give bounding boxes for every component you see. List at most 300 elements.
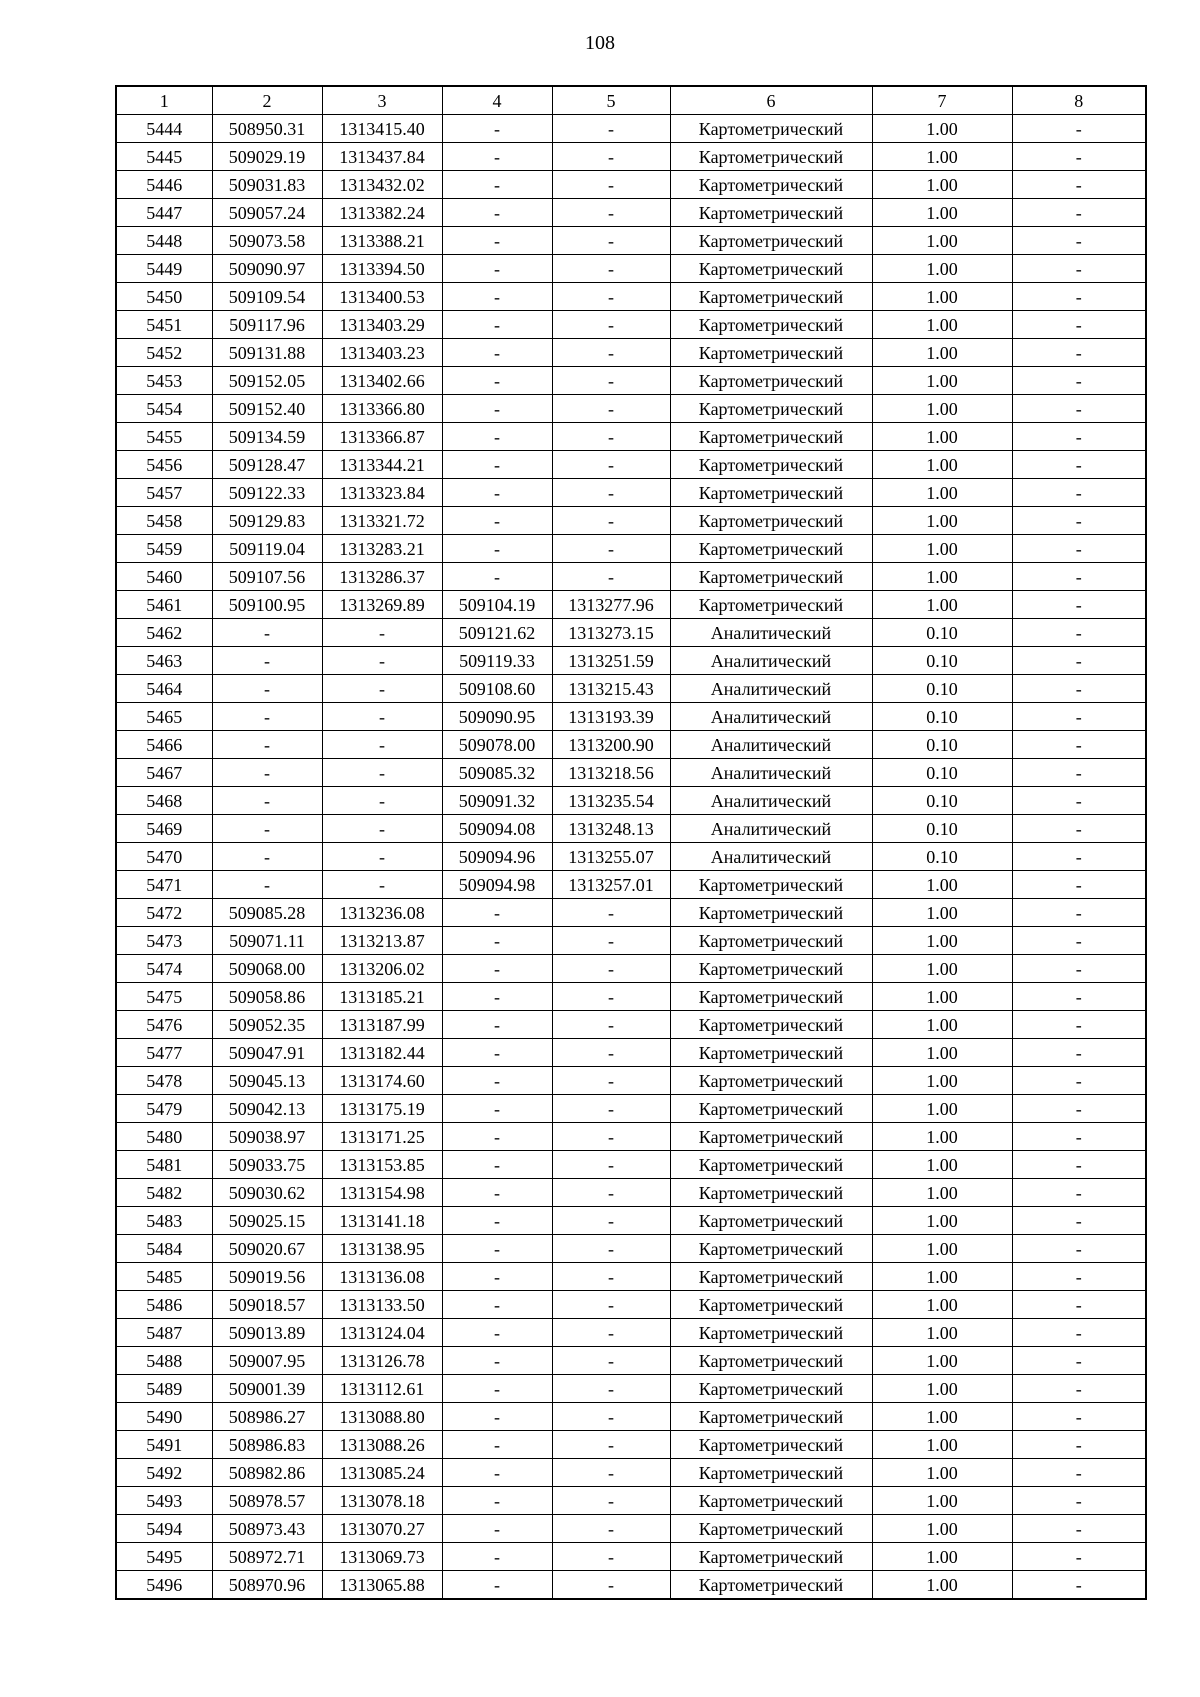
table-cell-col-4: - [442, 1151, 552, 1179]
table-cell-col-1: 5456 [116, 451, 212, 479]
table-cell-col-6: Аналитический [670, 731, 872, 759]
table-row [116, 423, 1146, 451]
table-cell-col-6: Аналитический [670, 703, 872, 731]
table-row [116, 619, 1146, 647]
table-cell-col-6: Аналитический [670, 815, 872, 843]
table-cell-col-4: - [442, 1403, 552, 1431]
table-cell-col-8: - [1012, 451, 1146, 479]
table-cell-col-8: - [1012, 1123, 1146, 1151]
table-cell-col-2: 509001.39 [212, 1375, 322, 1403]
table-cell-col-2: 509117.96 [212, 311, 322, 339]
table-cell-col-7: 1.00 [872, 563, 1012, 591]
table-row [116, 227, 1146, 255]
table-cell-col-2: - [212, 647, 322, 675]
table-cell-col-4: - [442, 451, 552, 479]
table-cell-col-5: - [552, 955, 670, 983]
table-cell-col-7: 1.00 [872, 983, 1012, 1011]
table-cell-col-3: 1313154.98 [322, 1179, 442, 1207]
table-cell-col-4: - [442, 143, 552, 171]
table-cell-col-2: 508973.43 [212, 1515, 322, 1543]
table-cell-col-5: - [552, 1375, 670, 1403]
column-header-3: 3 [322, 86, 442, 115]
table-cell-col-1: 5488 [116, 1347, 212, 1375]
table-cell-col-1: 5448 [116, 227, 212, 255]
table-cell-col-1: 5472 [116, 899, 212, 927]
table-cell-col-4: - [442, 1459, 552, 1487]
table-cell-col-6: Картометрический [670, 1151, 872, 1179]
table-cell-col-5: - [552, 143, 670, 171]
table-cell-col-3: 1313206.02 [322, 955, 442, 983]
table-cell-col-4: - [442, 1179, 552, 1207]
table-cell-col-3: 1313437.84 [322, 143, 442, 171]
table-cell-col-2: 509013.89 [212, 1319, 322, 1347]
table-cell-col-5: - [552, 367, 670, 395]
table-row [116, 591, 1146, 619]
table-cell-col-2: 509030.62 [212, 1179, 322, 1207]
table-cell-col-5: - [552, 535, 670, 563]
table-cell-col-3: 1313138.95 [322, 1235, 442, 1263]
table-row [116, 1123, 1146, 1151]
table-cell-col-6: Картометрический [670, 871, 872, 899]
table-cell-col-8: - [1012, 255, 1146, 283]
table-cell-col-1: 5446 [116, 171, 212, 199]
table-row [116, 171, 1146, 199]
table-cell-col-4: - [442, 1207, 552, 1235]
table-cell-col-3: 1313185.21 [322, 983, 442, 1011]
table-cell-col-8: - [1012, 199, 1146, 227]
table-cell-col-7: 1.00 [872, 507, 1012, 535]
table-cell-col-1: 5476 [116, 1011, 212, 1039]
table-cell-col-6: Картометрический [670, 1487, 872, 1515]
table-cell-col-5: - [552, 115, 670, 143]
column-header-6: 6 [670, 86, 872, 115]
table-cell-col-4: - [442, 283, 552, 311]
table-cell-col-8: - [1012, 787, 1146, 815]
table-cell-col-7: 1.00 [872, 591, 1012, 619]
table-cell-col-3: 1313175.19 [322, 1095, 442, 1123]
table-cell-col-4: - [442, 1487, 552, 1515]
table-cell-col-6: Картометрический [670, 983, 872, 1011]
table-cell-col-3: 1313400.53 [322, 283, 442, 311]
table-cell-col-6: Картометрический [670, 1515, 872, 1543]
table-cell-col-2: 509134.59 [212, 423, 322, 451]
table-cell-col-1: 5466 [116, 731, 212, 759]
table-cell-col-3: 1313085.24 [322, 1459, 442, 1487]
table-cell-col-8: - [1012, 871, 1146, 899]
table-cell-col-7: 1.00 [872, 171, 1012, 199]
table-cell-col-2: - [212, 759, 322, 787]
table-cell-col-4: - [442, 423, 552, 451]
table-row [116, 283, 1146, 311]
table-row [116, 787, 1146, 815]
table-cell-col-6: Картометрический [670, 255, 872, 283]
table-cell-col-2: 508978.57 [212, 1487, 322, 1515]
table-cell-col-1: 5480 [116, 1123, 212, 1151]
table-cell-col-8: - [1012, 1011, 1146, 1039]
table-cell-col-3: - [322, 871, 442, 899]
table-cell-col-6: Аналитический [670, 787, 872, 815]
table-cell-col-4: 509094.08 [442, 815, 552, 843]
table-cell-col-3: 1313182.44 [322, 1039, 442, 1067]
table-cell-col-6: Картометрический [670, 115, 872, 143]
table-cell-col-6: Картометрический [670, 899, 872, 927]
table-cell-col-1: 5471 [116, 871, 212, 899]
table-cell-col-2: - [212, 731, 322, 759]
table-cell-col-8: - [1012, 703, 1146, 731]
column-header-5: 5 [552, 86, 670, 115]
table-cell-col-8: - [1012, 507, 1146, 535]
table-cell-col-8: - [1012, 1207, 1146, 1235]
table-cell-col-4: - [442, 339, 552, 367]
table-cell-col-8: - [1012, 283, 1146, 311]
table-cell-col-5: 1313193.39 [552, 703, 670, 731]
table-cell-col-7: 0.10 [872, 619, 1012, 647]
table-cell-col-1: 5470 [116, 843, 212, 871]
table-cell-col-4: - [442, 311, 552, 339]
table-cell-col-1: 5465 [116, 703, 212, 731]
table-cell-col-7: 1.00 [872, 311, 1012, 339]
table-row [116, 1067, 1146, 1095]
table-cell-col-1: 5462 [116, 619, 212, 647]
table-cell-col-8: - [1012, 1431, 1146, 1459]
table-cell-col-7: 1.00 [872, 1515, 1012, 1543]
table-row [116, 1039, 1146, 1067]
table-cell-col-7: 1.00 [872, 1571, 1012, 1600]
table-cell-col-7: 0.10 [872, 843, 1012, 871]
table-cell-col-5: - [552, 1459, 670, 1487]
table-cell-col-3: 1313088.26 [322, 1431, 442, 1459]
table-cell-col-3: 1313078.18 [322, 1487, 442, 1515]
table-cell-col-1: 5481 [116, 1151, 212, 1179]
table-cell-col-7: 1.00 [872, 1543, 1012, 1571]
table-row [116, 815, 1146, 843]
table-cell-col-5: - [552, 255, 670, 283]
table-cell-col-7: 1.00 [872, 1291, 1012, 1319]
table-cell-col-1: 5495 [116, 1543, 212, 1571]
table-cell-col-5: - [552, 1571, 670, 1600]
table-cell-col-6: Картометрический [670, 1263, 872, 1291]
table-cell-col-7: 0.10 [872, 731, 1012, 759]
table-cell-col-2: 509038.97 [212, 1123, 322, 1151]
table-cell-col-3: 1313344.21 [322, 451, 442, 479]
table-cell-col-1: 5445 [116, 143, 212, 171]
table-cell-col-2: - [212, 815, 322, 843]
table-cell-col-1: 5483 [116, 1207, 212, 1235]
table-cell-col-6: Аналитический [670, 647, 872, 675]
table-cell-col-6: Картометрический [670, 1459, 872, 1487]
table-cell-col-1: 5447 [116, 199, 212, 227]
table-cell-col-8: - [1012, 1235, 1146, 1263]
column-header-8: 8 [1012, 86, 1146, 115]
table-cell-col-1: 5474 [116, 955, 212, 983]
table-cell-col-5: - [552, 1543, 670, 1571]
table-cell-col-4: - [442, 367, 552, 395]
table-row [116, 255, 1146, 283]
table-cell-col-6: Картометрический [670, 1235, 872, 1263]
table-cell-col-4: - [442, 1571, 552, 1600]
table-cell-col-3: - [322, 759, 442, 787]
table-cell-col-5: - [552, 1179, 670, 1207]
table-cell-col-3: 1313415.40 [322, 115, 442, 143]
table-cell-col-7: 1.00 [872, 1179, 1012, 1207]
table-header-row [116, 86, 1146, 115]
table-row [116, 451, 1146, 479]
table-cell-col-8: - [1012, 311, 1146, 339]
table-cell-col-6: Картометрический [670, 283, 872, 311]
table-cell-col-2: 509122.33 [212, 479, 322, 507]
table-cell-col-5: - [552, 423, 670, 451]
table-cell-col-8: - [1012, 1375, 1146, 1403]
column-header-7: 7 [872, 86, 1012, 115]
table-cell-col-2: 509152.05 [212, 367, 322, 395]
table-cell-col-6: Картометрический [670, 199, 872, 227]
table-cell-col-8: - [1012, 1459, 1146, 1487]
table-cell-col-3: 1313403.29 [322, 311, 442, 339]
table-cell-col-2: 509119.04 [212, 535, 322, 563]
table-cell-col-4: - [442, 1039, 552, 1067]
table-cell-col-3: - [322, 787, 442, 815]
table-row [116, 1487, 1146, 1515]
table-cell-col-7: 0.10 [872, 675, 1012, 703]
table-cell-col-4: - [442, 927, 552, 955]
table-cell-col-5: - [552, 395, 670, 423]
table-cell-col-4: - [442, 1235, 552, 1263]
table-cell-col-2: 509033.75 [212, 1151, 322, 1179]
table-cell-col-8: - [1012, 1515, 1146, 1543]
table-cell-col-1: 5467 [116, 759, 212, 787]
column-header-4: 4 [442, 86, 552, 115]
table-cell-col-5: - [552, 899, 670, 927]
table-cell-col-1: 5493 [116, 1487, 212, 1515]
table-cell-col-6: Картометрический [670, 227, 872, 255]
table-cell-col-3: 1313126.78 [322, 1347, 442, 1375]
table-cell-col-5: - [552, 563, 670, 591]
table-row [116, 1319, 1146, 1347]
table-row [116, 507, 1146, 535]
table-row [116, 535, 1146, 563]
table-row [116, 1459, 1146, 1487]
table-cell-col-1: 5464 [116, 675, 212, 703]
table-cell-col-3: - [322, 647, 442, 675]
table-cell-col-5: - [552, 1487, 670, 1515]
table-cell-col-1: 5475 [116, 983, 212, 1011]
table-cell-col-8: - [1012, 675, 1146, 703]
table-cell-col-8: - [1012, 115, 1146, 143]
table-cell-col-6: Картометрический [670, 367, 872, 395]
table-cell-col-6: Картометрический [670, 1375, 872, 1403]
table-cell-col-6: Картометрический [670, 1571, 872, 1600]
table-row [116, 983, 1146, 1011]
table-cell-col-6: Картометрический [670, 1067, 872, 1095]
table-cell-col-4: - [442, 227, 552, 255]
table-cell-col-3: 1313112.61 [322, 1375, 442, 1403]
table-cell-col-7: 1.00 [872, 1039, 1012, 1067]
table-cell-col-8: - [1012, 1095, 1146, 1123]
table-cell-col-2: 508970.96 [212, 1571, 322, 1600]
table-cell-col-2: 508986.83 [212, 1431, 322, 1459]
table-cell-col-3: 1313269.89 [322, 591, 442, 619]
table-row [116, 199, 1146, 227]
table-cell-col-6: Картометрический [670, 1319, 872, 1347]
table-cell-col-4: - [442, 507, 552, 535]
table-cell-col-4: 509108.60 [442, 675, 552, 703]
table-cell-col-3: - [322, 843, 442, 871]
table-cell-col-2: 509071.11 [212, 927, 322, 955]
table-cell-col-8: - [1012, 899, 1146, 927]
table-cell-col-3: 1313153.85 [322, 1151, 442, 1179]
table-cell-col-2: 509045.13 [212, 1067, 322, 1095]
table-cell-col-2: 509085.28 [212, 899, 322, 927]
table-cell-col-8: - [1012, 1487, 1146, 1515]
table-cell-col-7: 1.00 [872, 1403, 1012, 1431]
table-cell-col-6: Картометрический [670, 479, 872, 507]
table-cell-col-8: - [1012, 1543, 1146, 1571]
page-number: 108 [585, 32, 615, 54]
table-cell-col-3: 1313366.87 [322, 423, 442, 451]
table-cell-col-3: 1313394.50 [322, 255, 442, 283]
table-cell-col-7: 1.00 [872, 283, 1012, 311]
table-cell-col-4: - [442, 1123, 552, 1151]
table-cell-col-2: 509058.86 [212, 983, 322, 1011]
table-cell-col-6: Картометрический [670, 1011, 872, 1039]
table-cell-col-5: 1313218.56 [552, 759, 670, 787]
table-cell-col-8: - [1012, 815, 1146, 843]
table-cell-col-4: 509121.62 [442, 619, 552, 647]
table-cell-col-2: 509152.40 [212, 395, 322, 423]
table-cell-col-4: 509119.33 [442, 647, 552, 675]
table-cell-col-8: - [1012, 1039, 1146, 1067]
table-cell-col-1: 5458 [116, 507, 212, 535]
table-cell-col-2: 508950.31 [212, 115, 322, 143]
table-cell-col-2: 509031.83 [212, 171, 322, 199]
table-cell-col-7: 1.00 [872, 1263, 1012, 1291]
table-cell-col-3: 1313065.88 [322, 1571, 442, 1600]
table-row [116, 703, 1146, 731]
table-cell-col-4: 509104.19 [442, 591, 552, 619]
table-cell-col-7: 1.00 [872, 227, 1012, 255]
table-row [116, 395, 1146, 423]
table-cell-col-7: 1.00 [872, 1095, 1012, 1123]
table-cell-col-1: 5489 [116, 1375, 212, 1403]
table-cell-col-2: 509131.88 [212, 339, 322, 367]
table-cell-col-7: 1.00 [872, 423, 1012, 451]
table-cell-col-5: - [552, 507, 670, 535]
table-cell-col-1: 5460 [116, 563, 212, 591]
table-row [116, 955, 1146, 983]
table-cell-col-7: 1.00 [872, 927, 1012, 955]
table-cell-col-8: - [1012, 759, 1146, 787]
table-cell-col-2: 509068.00 [212, 955, 322, 983]
table-cell-col-2: - [212, 675, 322, 703]
table-cell-col-7: 1.00 [872, 899, 1012, 927]
table-cell-col-3: 1313388.21 [322, 227, 442, 255]
table-cell-col-7: 1.00 [872, 339, 1012, 367]
table-row [116, 1571, 1146, 1600]
table-cell-col-4: - [442, 1543, 552, 1571]
table-cell-col-6: Картометрический [670, 535, 872, 563]
table-cell-col-1: 5486 [116, 1291, 212, 1319]
table-cell-col-5: - [552, 1151, 670, 1179]
table-cell-col-4: - [442, 899, 552, 927]
table-cell-col-7: 1.00 [872, 1011, 1012, 1039]
table-cell-col-8: - [1012, 983, 1146, 1011]
table-cell-col-7: 1.00 [872, 115, 1012, 143]
table-cell-col-8: - [1012, 479, 1146, 507]
table-cell-col-4: - [442, 535, 552, 563]
table-row [116, 1263, 1146, 1291]
table-cell-col-5: - [552, 1067, 670, 1095]
table-cell-col-2: 509052.35 [212, 1011, 322, 1039]
table-cell-col-6: Картометрический [670, 1179, 872, 1207]
table-cell-col-5: - [552, 339, 670, 367]
table-row [116, 1095, 1146, 1123]
table-cell-col-5: 1313277.96 [552, 591, 670, 619]
table-cell-col-8: - [1012, 339, 1146, 367]
table-cell-col-6: Картометрический [670, 591, 872, 619]
table-cell-col-7: 1.00 [872, 1207, 1012, 1235]
table-cell-col-6: Картометрический [670, 1431, 872, 1459]
table-cell-col-1: 5468 [116, 787, 212, 815]
table-cell-col-5: - [552, 1263, 670, 1291]
table-row [116, 1543, 1146, 1571]
table-row [116, 1151, 1146, 1179]
table-cell-col-7: 1.00 [872, 535, 1012, 563]
table-cell-col-5: - [552, 1347, 670, 1375]
table-cell-col-6: Аналитический [670, 843, 872, 871]
table-cell-col-8: - [1012, 535, 1146, 563]
table-cell-col-6: Картометрический [670, 1123, 872, 1151]
table-cell-col-6: Аналитический [670, 675, 872, 703]
table-cell-col-2: 508982.86 [212, 1459, 322, 1487]
table-row [116, 927, 1146, 955]
table-cell-col-5: - [552, 479, 670, 507]
table-cell-col-2: 509109.54 [212, 283, 322, 311]
table-row [116, 843, 1146, 871]
table-cell-col-4: - [442, 983, 552, 1011]
table-cell-col-2: 509073.58 [212, 227, 322, 255]
table-cell-col-8: - [1012, 1571, 1146, 1600]
table-cell-col-2: 509042.13 [212, 1095, 322, 1123]
table-cell-col-7: 1.00 [872, 395, 1012, 423]
table-cell-col-5: - [552, 1291, 670, 1319]
table-cell-col-4: - [442, 955, 552, 983]
table-row [116, 339, 1146, 367]
table-cell-col-7: 1.00 [872, 1375, 1012, 1403]
table-cell-col-4: 509085.32 [442, 759, 552, 787]
table-cell-col-7: 1.00 [872, 367, 1012, 395]
table-cell-col-5: - [552, 1403, 670, 1431]
table-row [116, 675, 1146, 703]
table-cell-col-5: 1313215.43 [552, 675, 670, 703]
table-cell-col-1: 5449 [116, 255, 212, 283]
table-cell-col-5: - [552, 1515, 670, 1543]
table-cell-col-3: 1313286.37 [322, 563, 442, 591]
table-cell-col-1: 5484 [116, 1235, 212, 1263]
table-cell-col-4: 509090.95 [442, 703, 552, 731]
table-cell-col-3: 1313366.80 [322, 395, 442, 423]
table-cell-col-6: Картометрический [670, 451, 872, 479]
table-cell-col-1: 5487 [116, 1319, 212, 1347]
table-row [116, 1515, 1146, 1543]
table-cell-col-1: 5454 [116, 395, 212, 423]
table-cell-col-3: 1313402.66 [322, 367, 442, 395]
table-cell-col-3: 1313088.80 [322, 1403, 442, 1431]
table-cell-col-2: - [212, 871, 322, 899]
table-cell-col-1: 5461 [116, 591, 212, 619]
table-cell-col-8: - [1012, 1347, 1146, 1375]
table-row [116, 1207, 1146, 1235]
table-cell-col-8: - [1012, 1151, 1146, 1179]
